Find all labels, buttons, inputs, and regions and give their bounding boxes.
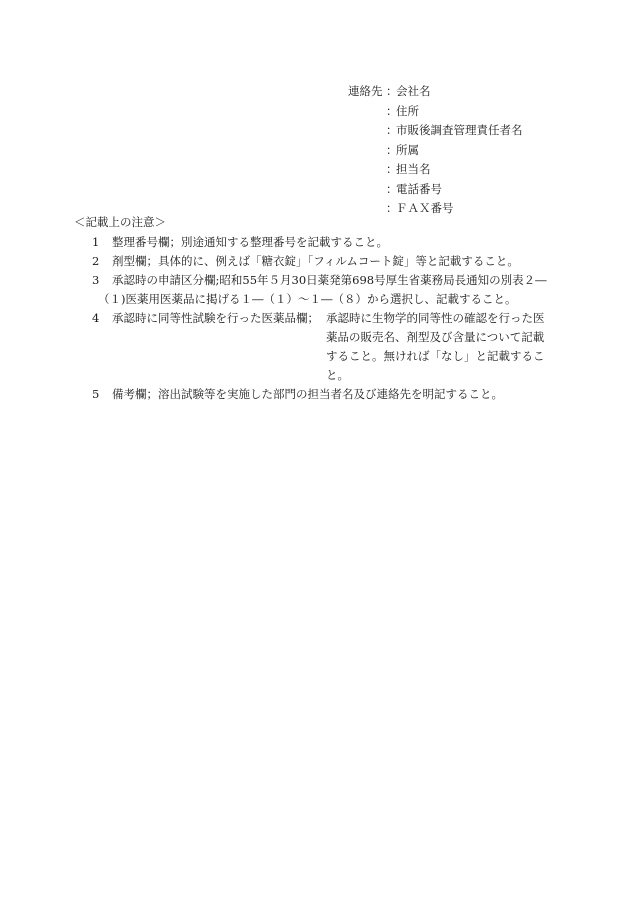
note-text: 備考欄；溶出試験等を実施した部門の担当者名及び連絡先を明記すること。 bbox=[112, 387, 503, 401]
note-right-text: 承認時に生物学的同等性の確認を行った医 bbox=[326, 311, 545, 325]
note-number: 5 bbox=[92, 387, 100, 401]
note-left-text: 承認時に同等性試験を行った医薬品欄； bbox=[112, 311, 319, 325]
contact-company: 会社名 bbox=[396, 84, 431, 98]
contact-address: 住所 bbox=[396, 103, 419, 118]
note-text: （１)医薬用医薬品に掲げる１―（１）～１―（８）から選択し、記載すること。 bbox=[98, 292, 517, 306]
note-number: 2 bbox=[92, 254, 100, 268]
contact-fax: ＦＡＸ番号 bbox=[396, 201, 454, 215]
contact-person: 担当名 bbox=[396, 162, 431, 176]
note-text: 剤型欄；具体的に、例えば「糖衣錠」「フィルムコート錠」等と記載すること。 bbox=[112, 254, 519, 268]
notes-heading: ＜記載上の注意＞ bbox=[74, 215, 166, 229]
note-number: 4 bbox=[92, 311, 100, 325]
note-right-text: すること。無ければ「なし」と記載するこ bbox=[326, 349, 545, 363]
contact-phone: 電話番号 bbox=[396, 181, 442, 196]
contact-separator: ： bbox=[386, 103, 398, 118]
note-number: 1 bbox=[92, 235, 100, 249]
contact-manager: 市販後調査管理責任者名 bbox=[396, 123, 523, 137]
note-number: 3 bbox=[92, 273, 100, 287]
note-right-text: 薬品の販売名、剤型及び含量について記載 bbox=[326, 330, 545, 344]
contact-label: 連絡先 bbox=[348, 84, 383, 98]
note-right-text: と。 bbox=[326, 368, 349, 382]
note-text: 承認時の申請区分欄;昭和55年５月30日薬発第698号厚生省薬務局長通知の別表２― bbox=[112, 273, 547, 287]
contact-separator: ： bbox=[386, 181, 398, 196]
contact-separator: ： bbox=[386, 162, 398, 176]
contact-separator: ： bbox=[386, 84, 398, 98]
contact-separator: ： bbox=[386, 201, 398, 215]
contact-separator: ： bbox=[386, 123, 398, 137]
contact-department: 所属 bbox=[396, 142, 419, 157]
contact-separator: ： bbox=[386, 142, 398, 157]
note-text: 整理番号欄；別途通知する整理番号を記載すること。 bbox=[112, 235, 388, 249]
